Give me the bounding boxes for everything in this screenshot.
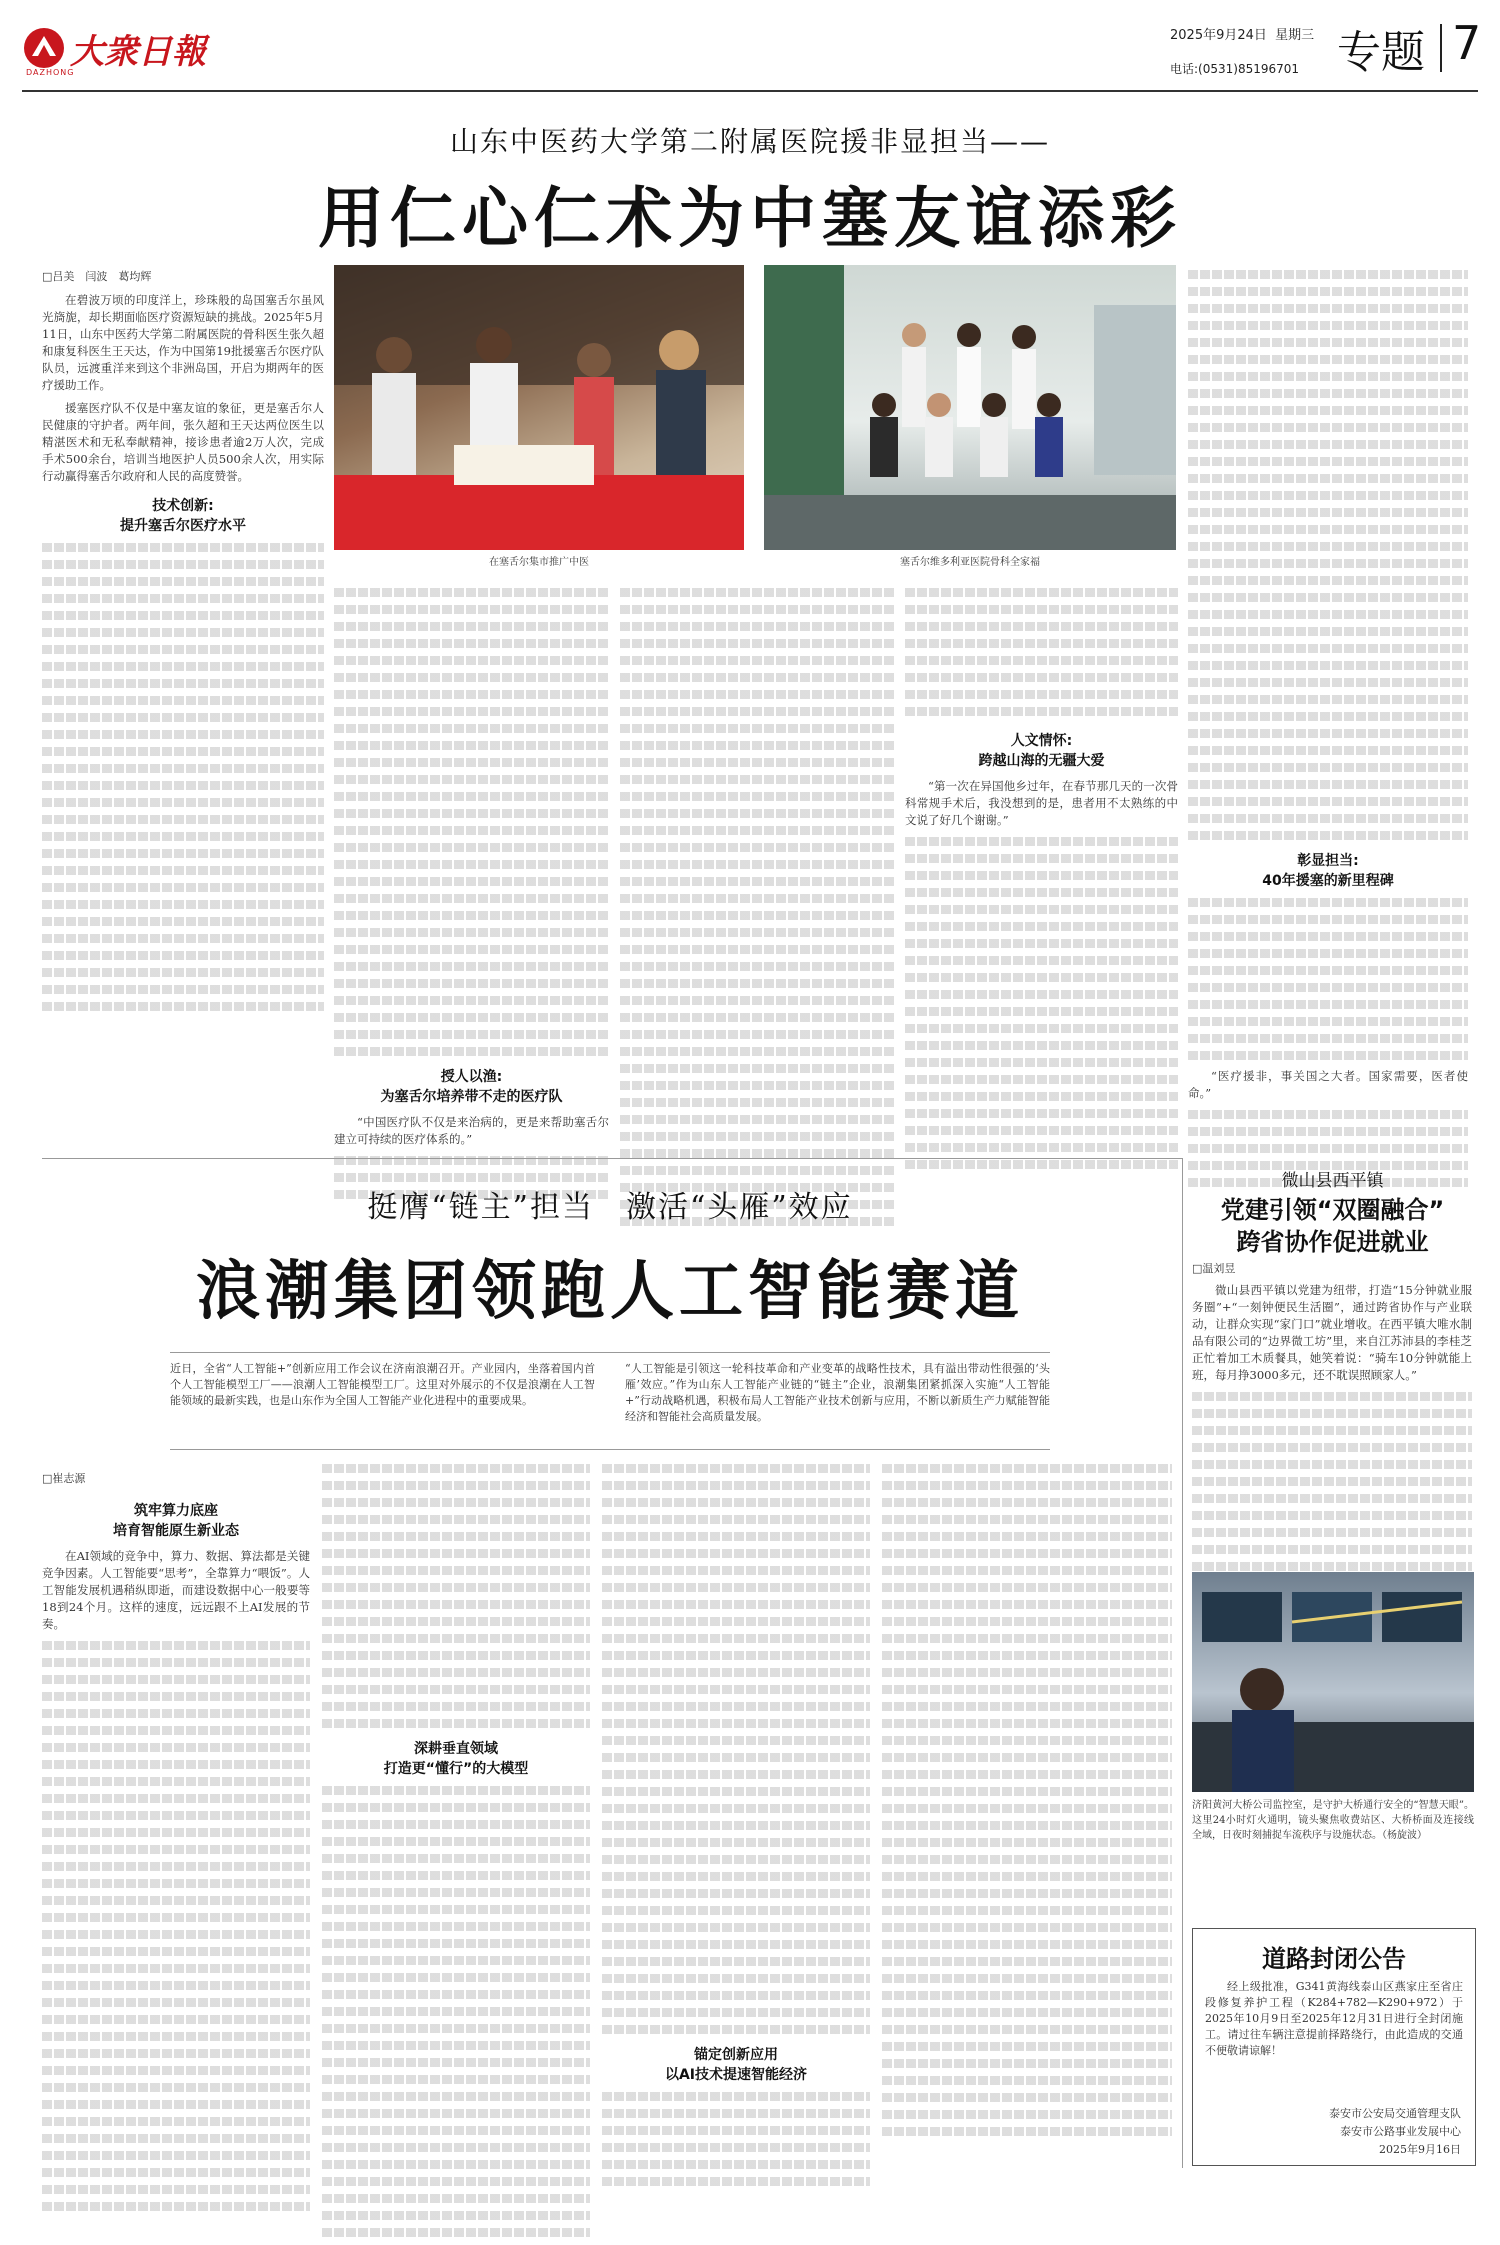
article1-col4	[905, 580, 1178, 1177]
article2-col2	[322, 1456, 590, 2245]
road-closure-notice	[1192, 1928, 1476, 2166]
article1-headline: 用仁心仁术为中塞友谊添彩	[318, 180, 1182, 257]
article1-photo-market	[334, 265, 744, 550]
article2-byline: □崔志源	[42, 1472, 86, 1485]
article2-kicker: 挺膺“链主”担当 激活“头雁”效应	[367, 1190, 853, 1225]
masthead	[22, 16, 1482, 82]
article2-subhead-1: 筑牢算力底座	[134, 1503, 218, 1519]
article1-subhead-1b: 提升塞舌尔医疗水平	[120, 518, 246, 534]
article2-headline: 浪潮集团领跑人工智能赛道	[196, 1255, 1024, 1329]
article1-subhead-1: 技术创新:	[152, 498, 214, 514]
article3-photo-caption: 济阳黄河大桥公司监控室，是守护大桥通行安全的“智慧天眼”。这里24小时灯火通明，镜头聚焦收费站区、大桥桥面及连接线全域，日夜时刻捕捉车流秩序与设施状态。（杨旋波）	[1192, 1800, 1474, 1841]
article3-body: 微山县西平镇以党建为纽带，打造“15分钟就业服务圈”+“一刻钟便民生活圈”，通过跨省协作与产业联动，让群众实现“家门口”就业增收。在西平镇大唯水制品有限公司的“边界微工坊”里，来自江苏沛县的李桂芝正忙着加工木质餐具，她笑着说：“骑车10分钟就能上班，每月挣3000多元，还不耽误照顾家人。”	[1192, 1283, 1472, 1382]
article1-photo-hospital	[764, 265, 1176, 550]
article2-col1	[42, 1500, 310, 2219]
article1-subhead-2: 授人以渔:	[440, 1069, 503, 1085]
article2-col3	[602, 1456, 870, 2194]
article3-byline: □温刘昱	[1192, 1262, 1236, 1275]
article1-quote-2: “第一次在异国他乡过年，在春节那几天的一次骨科常规手术后，我没想到的是，患者用不太熟练的中文说了好几个谢谢。”	[905, 779, 1178, 827]
article2-subhead-3: 锚定创新应用	[694, 2047, 778, 2063]
article1-subhead-4: 彰显担当:	[1297, 853, 1359, 869]
newspaper-logo-sub: DAZHONG	[26, 68, 75, 77]
notice-signer-1: 泰安市公安局交通管理支队	[1329, 2107, 1461, 2120]
article1-photo2-caption: 塞舌尔维多利亚医院骨科全家福	[900, 557, 1040, 568]
article1-p2: 援塞医疗队不仅是中塞友谊的象征，更是塞舌尔人民健康的守护者。两年间，张久超和王天达两位医生以精湛医术和无私奉献精神，接诊患者逾2万人次，完成手术500余台，培训当地医护人员500余人次，用实际行动赢得塞舌尔政府和人民的高度赞誉。	[42, 401, 324, 483]
article1-subhead-3b: 跨越山海的无疆大爱	[978, 753, 1105, 769]
article3-headline-line1: 党建引领“双圈融合”	[1220, 1196, 1445, 1224]
page-number: 7	[1452, 16, 1482, 70]
article1-col2	[334, 580, 609, 1207]
notice-title: 道路封闭公告	[1262, 1945, 1406, 1973]
article1-lead: 在碧波万顷的印度洋上，珍珠般的岛国塞舌尔虽风光旖旎，却长期面临医疗资源短缺的挑战。2025年5月11日，山东中医药大学第二附属医院的骨科医生张久超和康复科医生王天达，作为中国第19批援塞舌尔医疗队队员，远渡重洋来到这个非洲岛国，开启为期两年的医疗援助工作。	[42, 293, 324, 392]
article1-col3	[620, 580, 895, 1234]
issue-date: 2025年9月24日 星期三	[1170, 28, 1315, 43]
article2-subhead-3b: 以AI技术提速智能经济	[664, 2067, 808, 2083]
section-name: 专题	[1337, 27, 1425, 78]
notice-signer-2: 泰安市公路事业发展中心	[1340, 2125, 1461, 2138]
article3-headline-line2: 跨省协作促进就业	[1236, 1228, 1429, 1256]
article2-intro-box	[170, 1352, 1050, 1450]
article3-col	[1192, 1282, 1472, 1579]
article2-col4	[882, 1456, 1172, 2144]
newspaper-logo-text: 大衆日報	[70, 32, 206, 72]
article1-col1	[42, 292, 324, 1019]
article2-subhead-2: 深耕垂直领域	[414, 1741, 498, 1757]
phone-number: 电话:(0531)85196701	[1170, 62, 1300, 76]
article2-intro-left: 近日，全省“人工智能+”创新应用工作会议在济南浪潮召开。产业园内，坐落着国内首个人工智能模型工厂——浪潮人工智能模型工厂。这里对外展示的不仅是浪潮在人工智能领域的最新实践，也是山东作为全国人工智能产业化进程中的重要成果。	[170, 1362, 595, 1407]
article3-kicker: 微山县西平镇	[1281, 1171, 1384, 1191]
article1-quote-3: “医疗援非，事关国之大者。国家需要，医者使命。”	[1188, 1069, 1468, 1100]
article2-lead: 在AI领域的竞争中，算力、数据、算法都是关键竞争因素。人工智能要“思考”，全靠算力“喂饭”。人工智能发展机遇稍纵即逝，而建设数据中心一般要等18到24个月。这样的速度，远远跟不上AI发展的节奏。	[42, 1549, 310, 1631]
article2-subhead-1b: 培育智能原生新业态	[113, 1523, 239, 1539]
article1-kicker: 山东中医药大学第二附属医院援非显担当——	[449, 125, 1050, 158]
article2-intro-right: “人工智能是引领这一轮科技革命和产业变革的战略性技术，具有溢出带动性很强的‘头雁’效应。”作为山东人工智能产业链的“链主”企业，浪潮集团紧抓深入实施“人工智能+”行动战略机遇，积极布局人工智能产业技术创新与应用，不断以新质生产力赋能智能经济和智能社会高质量发展。	[625, 1362, 1050, 1423]
article1-photo1-caption: 在塞舌尔集市推广中医	[489, 557, 589, 568]
article1-quote-1: “中国医疗队不仅是来治病的，更是来帮助塞舌尔建立可持续的医疗体系的。”	[334, 1115, 609, 1146]
notice-body: 经上级批准，G341黄海线泰山区燕家庄至省庄段修复养护工程（K284+782—K290+972）于2025年10月9日至2025年12月31日进行全封闭施工。请过往车辆注意提前择路绕行，由此造成的交通不便敬请谅解！	[1205, 1980, 1463, 2057]
article1-subhead-3: 人文情怀:	[1010, 733, 1073, 749]
article3-photo-monitor-room	[1192, 1572, 1474, 1792]
article1-col-right	[1188, 262, 1468, 1195]
article1-subhead-4b: 40年援塞的新里程碑	[1262, 873, 1394, 889]
newspaper-logo-icon	[24, 28, 64, 68]
article1-subhead-2b: 为塞舌尔培养带不走的医疗队	[380, 1089, 563, 1105]
article1-byline: □吕美 闫波 葛均辉	[42, 270, 152, 283]
notice-date: 2025年9月16日	[1379, 2143, 1461, 2156]
article2-subhead-2b: 打造更“懂行”的大模型	[383, 1761, 529, 1777]
